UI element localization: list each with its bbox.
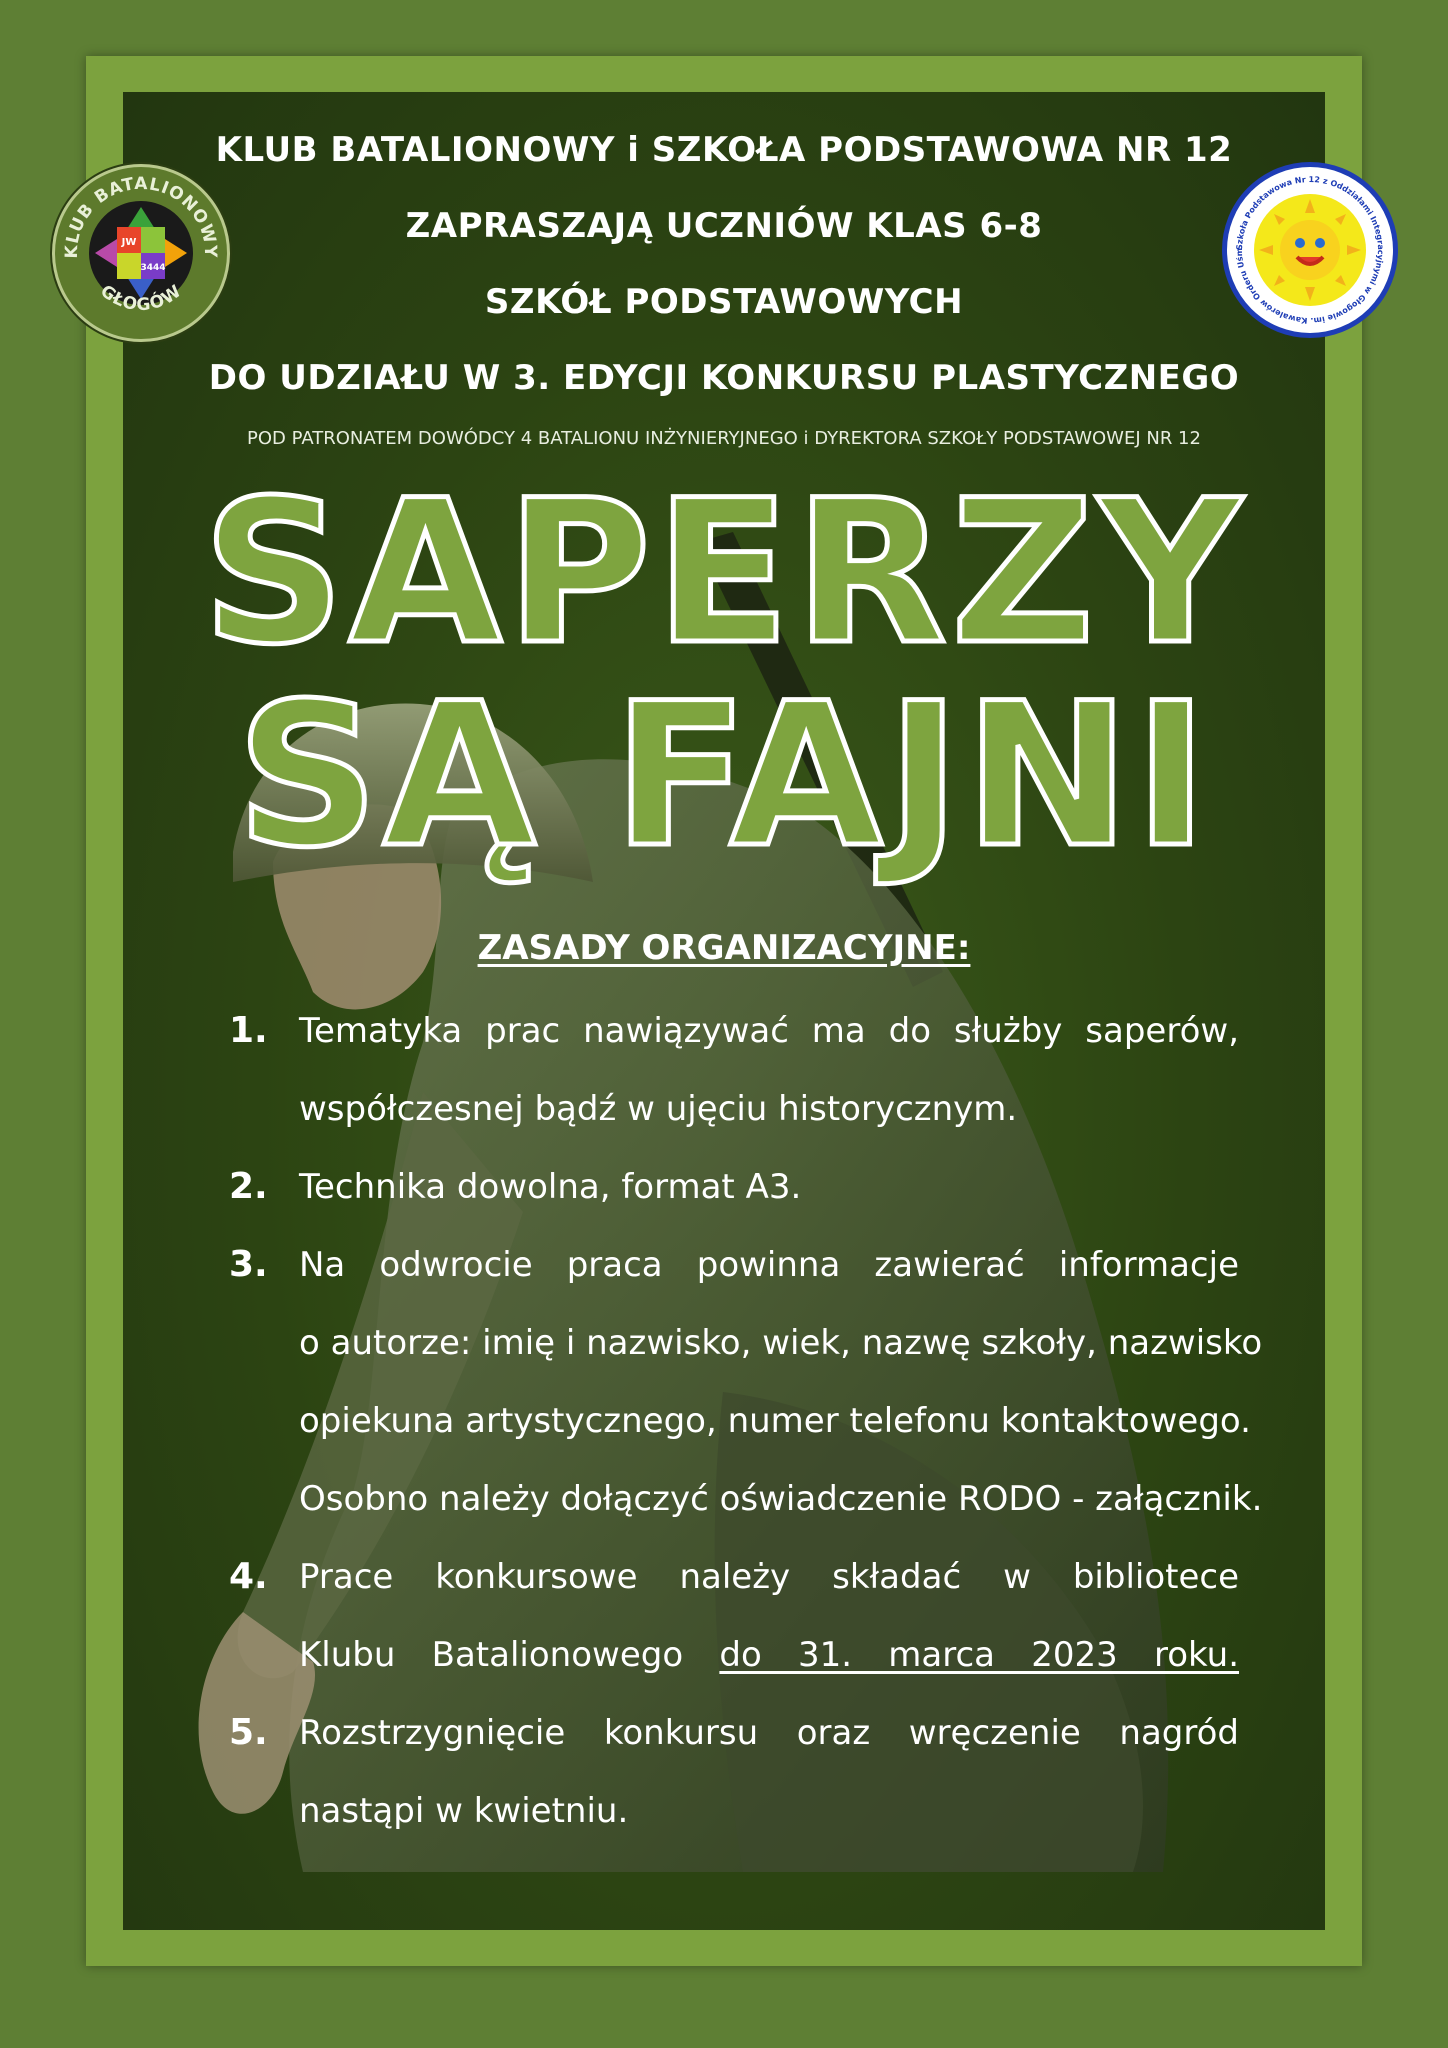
rule-text-line: Rozstrzygnięcie konkursu oraz wręczenie nagród bbox=[299, 1713, 1239, 1753]
poster-panel bbox=[123, 92, 1325, 1930]
rule-number: 3. bbox=[229, 1244, 268, 1285]
rule-item-3 bbox=[229, 1226, 1263, 1538]
rule-text-line: nastąpi w kwietniu. bbox=[299, 1791, 629, 1831]
school-12-logo bbox=[1222, 162, 1398, 338]
logo-badge-number: 3444 bbox=[140, 263, 166, 273]
logo-badge-jw: JW bbox=[121, 237, 137, 248]
header-line-3: SZKÓŁ PODSTAWOWYCH bbox=[484, 282, 964, 322]
rule-number: 4. bbox=[229, 1556, 268, 1597]
header-line-1: KLUB BATALIONOWY i SZKOŁA PODSTAWOWA NR 12 bbox=[215, 130, 1233, 170]
poster-title-line-2: SĄ FAJNI bbox=[236, 660, 1212, 891]
logo-ring-bottom-text: GŁOGÓW bbox=[96, 281, 186, 316]
rule-item-5 bbox=[229, 1694, 1239, 1850]
header-line-2: ZAPRASZAJĄ UCZNIÓW KLAS 6-8 bbox=[405, 206, 1043, 246]
rule-number: 2. bbox=[229, 1166, 268, 1207]
header-line-4: DO UDZIAŁU W 3. EDYCJI KONKURSU PLASTYCZNEGO bbox=[208, 358, 1240, 398]
school-logo-emblem bbox=[1227, 167, 1393, 333]
rule-item-4 bbox=[229, 1538, 1239, 1694]
rule-text-line: współczesnej bądź w ujęciu historycznym. bbox=[299, 1089, 1018, 1129]
rule-text-line: opiekuna artystycznego, numer telefonu kontaktowego. bbox=[299, 1401, 1251, 1441]
rule-text-line: o autorze: imię i nazwisko, wiek, nazwę szkoły, nazwisko bbox=[299, 1323, 1263, 1363]
rule-text-line: Tematyka prac nawiązywać ma do służby saperów, bbox=[299, 1011, 1239, 1051]
rules-heading: ZASADY ORGANIZACYJNE: bbox=[477, 928, 971, 968]
rule-text-line: Technika dowolna, format A3. bbox=[299, 1167, 802, 1207]
rule-number: 5. bbox=[229, 1712, 268, 1753]
rules-list bbox=[229, 992, 1263, 1850]
patronage-line: POD PATRONATEM DOWÓDCY 4 BATALIONU INŻYNIERYJNEGO i DYREKTORA SZKOŁY PODSTAWOWEJ NR 12 bbox=[247, 428, 1201, 449]
klub-batalionowy-logo bbox=[52, 164, 230, 342]
rule-text-line-deadline bbox=[299, 1616, 1239, 1694]
poster-title-line-1: SAPERZY bbox=[202, 457, 1246, 688]
rule-text-prefix: Klubu Batalionowego bbox=[299, 1635, 684, 1675]
logo-ring-top-text: KLUB BATALIONOWY bbox=[61, 173, 221, 259]
klub-logo-emblem bbox=[55, 167, 227, 339]
deadline-date: do 31. marca 2023 roku. bbox=[719, 1635, 1240, 1675]
rule-item-2 bbox=[229, 1148, 1239, 1226]
rule-text-line: Prace konkursowe należy składać w bibliotece bbox=[299, 1557, 1239, 1597]
rule-item-1 bbox=[229, 992, 1239, 1148]
rule-number: 1. bbox=[229, 1010, 268, 1051]
rule-text-line: Osobno należy dołączyć oświadczenie RODO - załącznik. bbox=[299, 1479, 1263, 1519]
school-logo-ring-text: Szkoła Podstawowa Nr 12 z Oddziałami Integracyjnymi w Głogowie im. Kawalerów Orderu Uśm bbox=[1234, 174, 1386, 326]
rule-text-line: Na odwrocie praca powinna zawierać informacje bbox=[299, 1245, 1239, 1285]
